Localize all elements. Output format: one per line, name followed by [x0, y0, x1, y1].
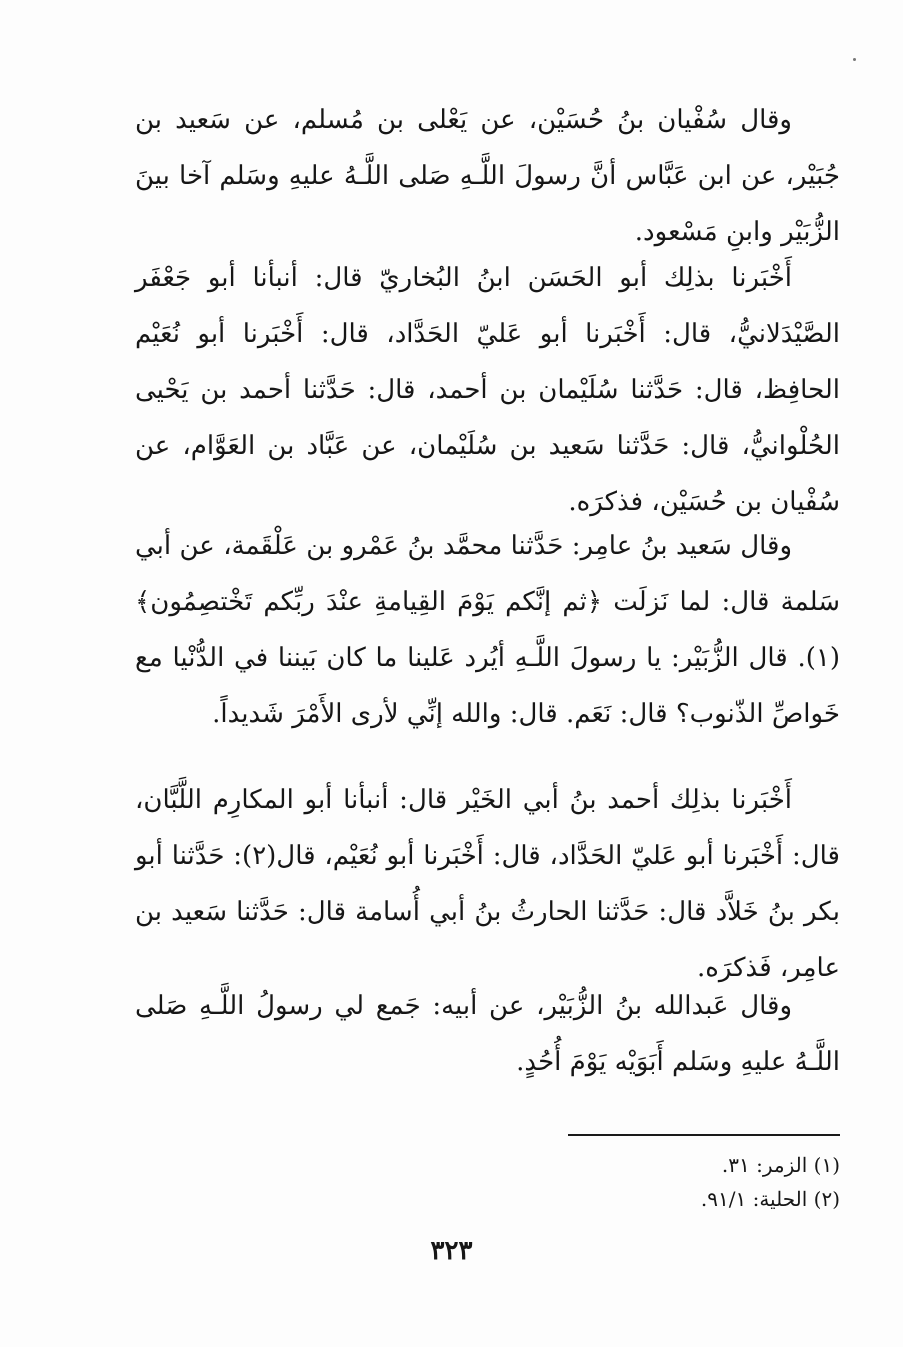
paragraph-1: وقال سُفْيان بنُ حُسَيْن، عن يَعْلى بن مُسلم، عن سَعيد بن جُبَيْر، عن ابن عَبَّاس أنَّ رسولَ اللَّـهِ صَلى اللَّـهُ عليهِ وسَلم آخا بينَ الزُّبَيْر وابنِ مَسْعود. — [135, 105, 840, 247]
paragraph-3: وقال سَعيد بنُ عامِر: حَدَّثنا محمَّد بنُ عَمْرو بن عَلْقَمة، عن أبي سَلمة قال: لما نَزلَت ﴿ثم إنَّكم يَوْمَ القِيامةِ عنْدَ ربِّكم تَخْتصِمُون﴾(١). قال الزُّبَيْر: يا رسولَ اللَّـهِ أيُرد عَلينا ما كان بَيننا في الدُّنْيا مع خَواصِّ الذّنوب؟ قال: نَعَم. قال: والله إنِّي لأرى الأَمْرَ شَديداً. — [135, 531, 840, 729]
paragraph-2: أَخْبَرنا بذلِك أبو الحَسَن ابنُ البُخاريّ قال: أنبأنا أبو جَعْفَر الصَّيْدَلانيُّ، قال: أَخْبَرنا أبو عَليّ الحَدَّاد، قال: أَخْبَرنا أبو نُعَيْم الحافِظ، قال: حَدَّثنا سُلَيْمان بن أحمد، قال: حَدَّثنا أحمد بن يَحْيى الحُلْوانيُّ، قال: حَدَّثنا سَعيد بن سُلَيْمان، عن عَبَّاد بن العَوَّام، عن سُفْيان بن حُسَيْن، فذكرَه. — [135, 263, 840, 517]
paragraph-5: وقال عَبدالله بنُ الزُّبَيْر، عن أبيه: جَمع لي رسولُ اللَّـهِ صَلى اللَّـهُ عليهِ وسَلم أَبَوَيْه يَوْمَ أُحُدٍ. — [135, 991, 840, 1077]
footnote-1: (١) الزمر: ٣١. — [721, 1153, 840, 1177]
page-number: ٣٢٣ — [430, 1236, 473, 1266]
footnote-separator — [568, 1134, 840, 1136]
margin-speck — [853, 58, 856, 61]
footnote-2: (٢) الحلية: ٩١/١. — [700, 1187, 840, 1211]
paragraph-4: أَخْبَرنا بذلِك أحمد بنُ أبي الخَيْر قال: أنبأنا أبو المكارِم اللَّبَّان، قال: أَخْبَرنا أبو عَليّ الحَدَّاد، قال: أَخْبَرنا أبو نُعَيْم، قال(٢): حَدَّثنا أبو بكر بنُ خَلاَّد قال: حَدَّثنا الحارثُ بنُ أبي أُسامة قال: حَدَّثنا سَعيد بن عامِر، فَذكرَه. — [135, 785, 840, 983]
footnotes — [500, 1148, 840, 1216]
